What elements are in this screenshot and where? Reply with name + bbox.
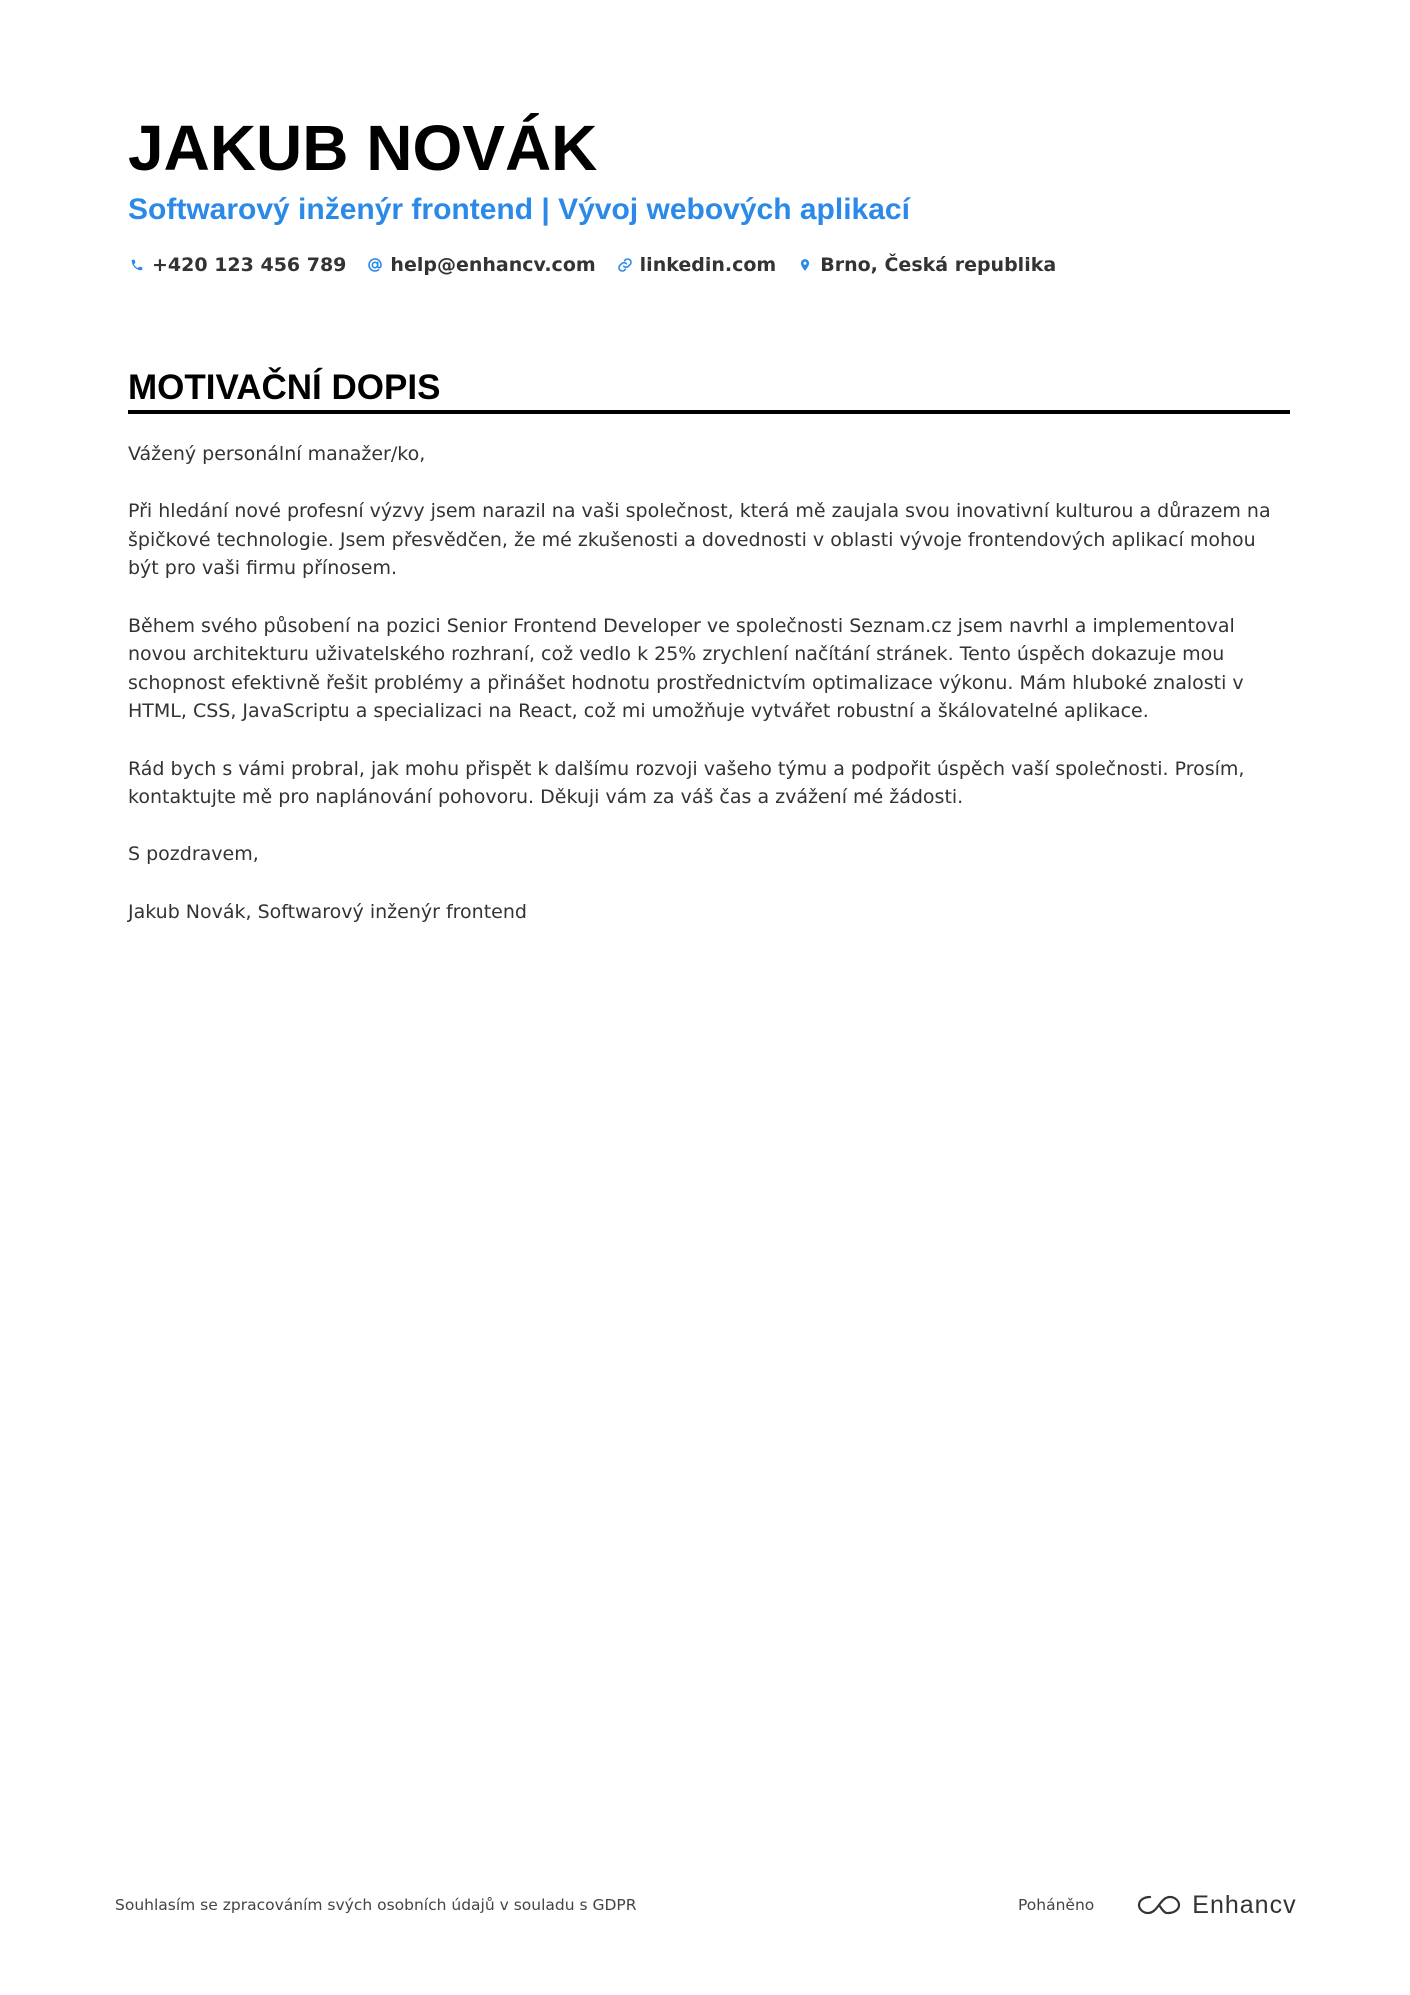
linkedin-url: linkedin.com (639, 254, 777, 276)
contact-location (796, 254, 1056, 276)
at-icon (366, 255, 384, 275)
location-text: Brno, Česká republika (820, 254, 1057, 276)
salutation: Vážený personální manažer/ko, (128, 443, 426, 465)
letter-paragraph: Při hledání nové profesní výzvy jsem narazil na vaši společnost, která mě zaujala svou inovativní kulturou a důrazem na špičkové technologie. Jsem přesvědčen, že mé zkušenosti a dovednosti v oblasti vývoje frontendových aplikací mohou být pro vaši firmu přínosem. (128, 500, 1271, 580)
email-address: help@enhancv.com (390, 254, 596, 276)
phone-number: +420 123 456 789 (152, 254, 347, 276)
enhancv-logo-icon (1136, 1892, 1182, 1918)
brand-name: Enhancv (1192, 1890, 1297, 1919)
closing: S pozdravem, (128, 843, 259, 866)
phone-icon (128, 255, 146, 275)
contact-phone (128, 254, 346, 276)
location-pin-icon (796, 255, 814, 275)
powered-by-label: Poháněno (1018, 1896, 1095, 1914)
contact-linkedin (616, 254, 777, 276)
gdpr-consent: Souhlasím se zpracováním svých osobních údajů v souladu s GDPR (115, 1896, 637, 1914)
candidate-name: JAKUB NOVÁK (128, 112, 598, 184)
candidate-headline: Softwarový inženýr frontend | Vývoj webových aplikací (128, 193, 910, 226)
contact-bar (128, 254, 1076, 276)
letter-body (128, 440, 1290, 955)
enhancv-logo[interactable] (1136, 1891, 1296, 1920)
section-divider (128, 410, 1290, 414)
section-title: MOTIVAČNÍ DOPIS (128, 368, 441, 407)
contact-email (366, 254, 595, 276)
letter-paragraph: Rád bych s vámi probral, jak mohu přispět k dalšímu rozvoji vašeho týmu a podpořit úspěch vaší společnosti. Prosím, kontaktujte mě pro naplánování pohovoru. Děkuji vám za váš čas a zvážení mé žádosti. (128, 757, 1245, 809)
letter-paragraph: Během svého působení na pozici Senior Frontend Developer ve společnosti Seznam.cz jsem navrhl a implementoval novou architekturu uživatelského rozhraní, což vedlo k 25% zrychlení načítání stránek. Tento úspěch dokazuje mou schopnost efektivně řešit problémy a přinášet hodnotu prostřednictvím optimalizace výkonu. Mám hluboké znalosti v HTML, CSS, JavaScriptu a specializaci na React, což mi umožňuje vytvářet robustní a škálovatelné aplikace. (128, 614, 1244, 723)
signature: Jakub Novák, Softwarový inženýr frontend (128, 900, 527, 923)
link-icon (616, 255, 634, 275)
powered-by (1018, 1880, 1297, 1930)
